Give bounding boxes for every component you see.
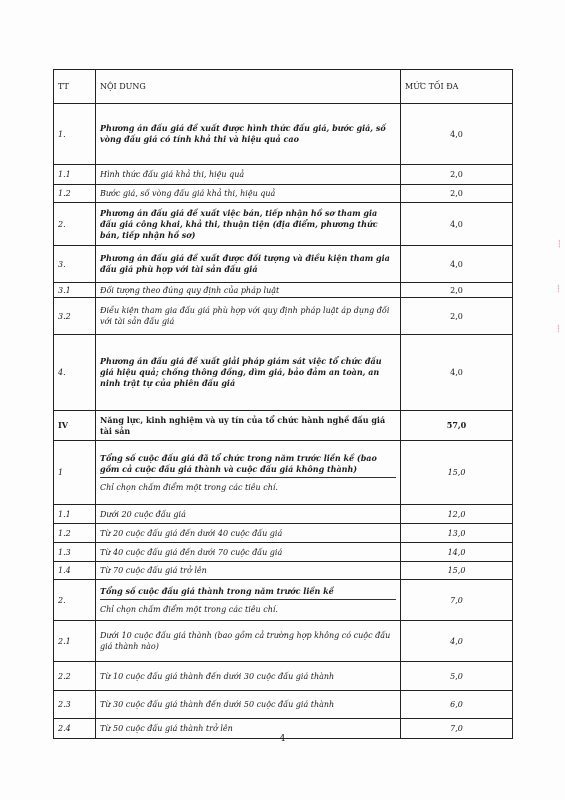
row-max: 6,0 bbox=[401, 691, 513, 719]
row-content: Từ 50 cuộc đấu giá thành trở lên bbox=[96, 719, 401, 739]
row-tt: 1.2 bbox=[54, 524, 96, 543]
row-max: 2,0 bbox=[401, 165, 513, 185]
section-title: Năng lực, kinh nghiệm và uy tín của tổ chức hành nghề đấu giá tài sản bbox=[96, 411, 401, 441]
row-tt: 2.4 bbox=[54, 719, 96, 739]
table-row bbox=[54, 185, 513, 203]
row-tt: 1.1 bbox=[54, 505, 96, 524]
row-tt: 1.2 bbox=[54, 185, 96, 203]
section-row bbox=[54, 411, 513, 441]
row-tt: 1.3 bbox=[54, 543, 96, 562]
row-max: 2,0 bbox=[401, 185, 513, 203]
row-content: Hình thức đấu giá khả thi, hiệu quả bbox=[96, 165, 401, 185]
table-row bbox=[54, 580, 513, 621]
row-max: 14,0 bbox=[401, 543, 513, 562]
row-max: 4,0 bbox=[401, 621, 513, 662]
row-max: 4,0 bbox=[401, 104, 513, 165]
row-tt: 3.2 bbox=[54, 298, 96, 335]
row-content: Từ 40 cuộc đấu giá đến dưới 70 cuộc đấu giá bbox=[96, 543, 401, 562]
table-row bbox=[54, 441, 513, 505]
table-row bbox=[54, 246, 513, 283]
row-content: Dưới 20 cuộc đấu giá bbox=[96, 505, 401, 524]
row-content: Bước giá, số vòng đấu giá khả thi, hiệu quả bbox=[96, 185, 401, 203]
row-content: Dưới 10 cuộc đấu giá thành (bao gồm cả trường hợp không có cuộc đấu giá thành nào) bbox=[96, 621, 401, 662]
table-row bbox=[54, 104, 513, 165]
row-max: 4,0 bbox=[401, 203, 513, 246]
table-row bbox=[54, 298, 513, 335]
row-max: 7,0 bbox=[401, 719, 513, 739]
table-row bbox=[54, 621, 513, 662]
section-max: 57,0 bbox=[401, 411, 513, 441]
row-content: Phương án đấu giá đề xuất việc bán, tiếp nhận hồ sơ tham gia đấu giá công khai, khả thi, thuận tiện (địa điểm, phương thức bán, tiếp nhận hồ sơ) bbox=[96, 203, 401, 246]
row-tt: 3. bbox=[54, 246, 96, 283]
row-max: 2,0 bbox=[401, 298, 513, 335]
row-tt: 1.4 bbox=[54, 562, 96, 580]
row-content: Tổng số cuộc đấu giá đã tổ chức trong năm trước liền kề (bao gồm cả cuộc đấu giá thành và cuộc đấu giá không thành) bbox=[100, 453, 396, 478]
row-max: 13,0 bbox=[401, 524, 513, 543]
table-row bbox=[54, 203, 513, 246]
row-tt: 1. bbox=[54, 104, 96, 165]
row-tt: 2.3 bbox=[54, 691, 96, 719]
table-row bbox=[54, 662, 513, 691]
section-tt: IV bbox=[54, 411, 96, 441]
row-max: 4,0 bbox=[401, 246, 513, 283]
table-row bbox=[54, 165, 513, 185]
row-content: Phương án đấu giá đề xuất được đối tượng và điều kiện tham gia đấu giá phù hợp với tài sản đấu giá bbox=[96, 246, 401, 283]
row-content: Từ 30 cuộc đấu giá thành đến dưới 50 cuộc đấu giá thành bbox=[96, 691, 401, 719]
row-content: Tổng số cuộc đấu giá thành trong năm trước liền kề bbox=[100, 586, 396, 600]
table-header-row bbox=[54, 70, 513, 104]
row-content: Từ 10 cuộc đấu giá thành đến dưới 30 cuộc đấu giá thành bbox=[96, 662, 401, 691]
margin-stamp-mark: ┆ bbox=[556, 285, 561, 293]
row-max: 4,0 bbox=[401, 335, 513, 411]
row-content-cell bbox=[96, 580, 401, 621]
row-tt: 2.1 bbox=[54, 621, 96, 662]
row-content: Phương án đấu giá đề xuất giải pháp giám sát việc tổ chức đấu giá hiệu quả; chống thông đồng, dìm giá, bảo đảm an toàn, an ninh trật tự của phiên đấu giá bbox=[96, 335, 401, 411]
header-content: NỘI DUNG bbox=[96, 70, 401, 104]
row-tt: 1.1 bbox=[54, 165, 96, 185]
row-tt: 2.2 bbox=[54, 662, 96, 691]
row-note: Chỉ chọn chấm điểm một trong các tiêu chí. bbox=[100, 482, 278, 492]
row-max: 5,0 bbox=[401, 662, 513, 691]
table-row bbox=[54, 335, 513, 411]
scoring-table bbox=[53, 69, 513, 739]
row-content: Từ 20 cuộc đấu giá đến dưới 40 cuộc đấu giá bbox=[96, 524, 401, 543]
margin-stamp-mark: ┆ bbox=[556, 325, 561, 333]
row-max: 7,0 bbox=[401, 580, 513, 621]
row-tt: 2. bbox=[54, 580, 96, 621]
margin-stamp-mark: ┆ bbox=[557, 240, 562, 248]
row-tt: 2. bbox=[54, 203, 96, 246]
table-row bbox=[54, 691, 513, 719]
page-number: 4 bbox=[279, 734, 286, 744]
row-max: 15,0 bbox=[401, 562, 513, 580]
row-max: 15,0 bbox=[401, 441, 513, 505]
row-content: Đối tượng theo đúng quy định của pháp luật bbox=[96, 283, 401, 298]
table-row bbox=[54, 524, 513, 543]
table-row bbox=[54, 562, 513, 580]
row-tt: 1 bbox=[54, 441, 96, 505]
table-row bbox=[54, 283, 513, 298]
row-note: Chỉ chọn chấm điểm một trong các tiêu chí. bbox=[100, 604, 278, 614]
header-max: MỨC TỐI ĐA bbox=[401, 70, 513, 104]
table-row bbox=[54, 543, 513, 562]
header-tt: TT bbox=[54, 70, 96, 104]
row-tt: 4. bbox=[54, 335, 96, 411]
row-content: Từ 70 cuộc đấu giá trở lên bbox=[96, 562, 401, 580]
row-max: 12,0 bbox=[401, 505, 513, 524]
row-content-cell bbox=[96, 441, 401, 505]
row-tt: 3.1 bbox=[54, 283, 96, 298]
row-content: Phương án đấu giá đề xuất được hình thức đấu giá, bước giá, số vòng đấu giá có tính khả thi và hiệu quả cao bbox=[96, 104, 401, 165]
row-max: 2,0 bbox=[401, 283, 513, 298]
row-content: Điều kiện tham gia đấu giá phù hợp với quy định pháp luật áp dụng đối với tài sản đấu giá bbox=[96, 298, 401, 335]
table-row bbox=[54, 505, 513, 524]
